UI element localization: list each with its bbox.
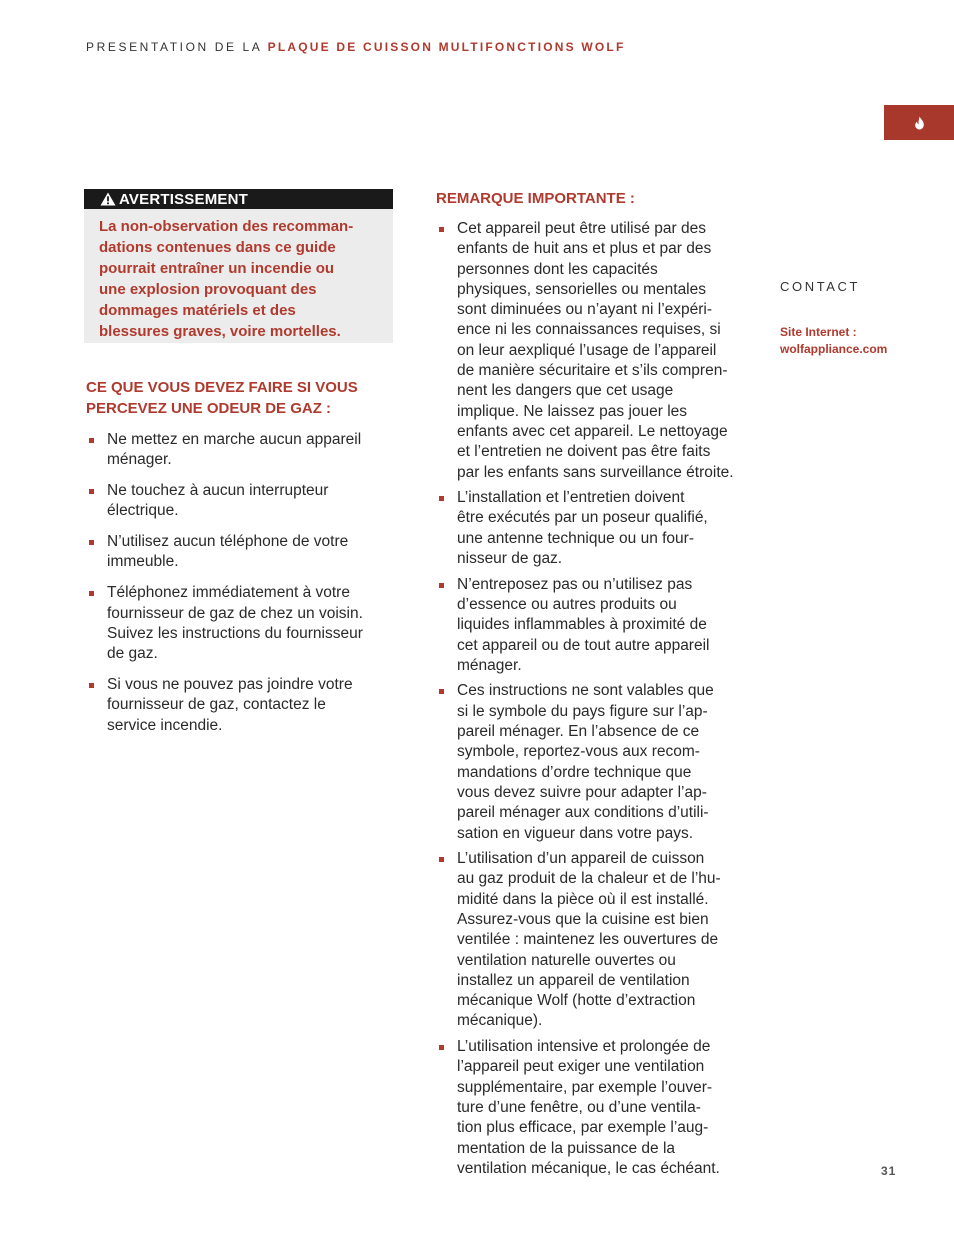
header-title: PLAQUE DE CUISSON MULTIFONCTIONS WOLF (267, 40, 626, 54)
contact-website[interactable] (780, 324, 887, 357)
warning-label: AVERTISSEMENT (119, 190, 249, 208)
list-item: L’utilisation intensive et prolongée de l’appareil peut exiger une ventilation supplémentaire, par exemple l’ouver- ture d’une fenêtre, ou d’une ventila- tion plus efficace, par exemple l’aug- mentation de la puissance de la ventilation mécanique, le cas échéant. (436, 1037, 766, 1179)
list-item: Si vous ne pouvez pas joindre votre fournisseur de gaz, contactez le service incendie. (86, 675, 406, 736)
list-item: N’utilisez aucun téléphone de votre immeuble. (86, 532, 406, 573)
list-item: Ne mettez en marche aucun appareil ménager. (86, 430, 406, 471)
warning-text: La non-observation des recomman- dations contenues dans ce guide pourrait entraîner un incendie ou une explosion provoquant des dommages matériels et des blessures graves, voire mortelles. (99, 218, 354, 340)
page-number: 31 (881, 1164, 897, 1178)
section-tab (884, 105, 954, 140)
gas-section-heading: CE QUE VOUS DEVEZ FAIRE SI VOUS PERCEVEZ UNE ODEUR DE GAZ : (86, 379, 358, 417)
important-notes-list (436, 219, 766, 1184)
list-item: N’entreposez pas ou n’utilisez pas d’essence ou autres produits ou liquides inflammables à proximité de cet appareil ou de tout autre appareil ménager. (436, 575, 766, 676)
warning-box (84, 189, 393, 343)
list-item: L’utilisation d’un appareil de cuisson au gaz produit de la chaleur et de l’hu- midité dans la pièce où il est installé. Assurez-vous que la cuisine est bien ventilée : maintenez les ouvertures de ventilation naturelle ouvertes ou installez un appareil de ventilation mécanique Wolf (hotte d’extraction mécanique). (436, 849, 766, 1032)
bullet-icon (439, 689, 444, 694)
bullet-icon (439, 496, 444, 501)
list-item: Cet appareil peut être utilisé par des enfants de huit ans et plus et par des personnes dont les capacités physiques, sensorielles ou mentales sont diminuées ou n’ayant ni l’expéri- ence ni les connaissances requises, si on leur aexpliqué l’usage de l’appareil de manière sécuritaire et s’ils compren- nent les dangers que cet usage implique. Ne laissez pas jouer les enfants avec cet appareil. Le nettoyage et l’entretien ne doivent pas être faits par les enfants sans surveillance étroite. (436, 219, 766, 483)
header-prefix: PRESENTATION DE LA (86, 40, 262, 54)
page-header (86, 40, 626, 54)
warning-triangle-icon (100, 192, 116, 206)
bullet-icon (439, 583, 444, 588)
bullet-icon (89, 438, 94, 443)
bullet-icon (89, 591, 94, 596)
list-item: Ne touchez à aucun interrupteur électrique. (86, 481, 406, 522)
bullet-icon (89, 540, 94, 545)
bullet-icon (89, 489, 94, 494)
website-label: Site Internet : (780, 325, 857, 339)
bullet-icon (89, 683, 94, 688)
bullet-icon (439, 1045, 444, 1050)
important-section-heading: REMARQUE IMPORTANTE : (436, 190, 635, 207)
warning-bar (84, 189, 393, 209)
bullet-icon (439, 857, 444, 862)
list-item: L’installation et l’entretien doivent être exécutés par un poseur qualifié, une antenne technique ou un four- nisseur de gaz. (436, 488, 766, 569)
list-item: Téléphonez immédiatement à votre fournisseur de gaz de chez un voisin. Suivez les instructions du fournisseur de gaz. (86, 583, 406, 664)
gas-instructions-list (86, 430, 406, 746)
contact-label: CONTACT (780, 279, 861, 294)
website-link[interactable]: wolfappliance.com (780, 341, 888, 356)
flame-icon (914, 116, 925, 130)
list-item: Ces instructions ne sont valables que si le symbole du pays figure sur l’ap- pareil ménager. En l’absence de ce symbole, reportez-vous aux recom- mandations d’ordre technique que vous devez suivre pour adapter l’ap- pareil ménager aux conditions d’utili- sation en vigueur dans votre pays. (436, 681, 766, 843)
bullet-icon (439, 227, 444, 232)
